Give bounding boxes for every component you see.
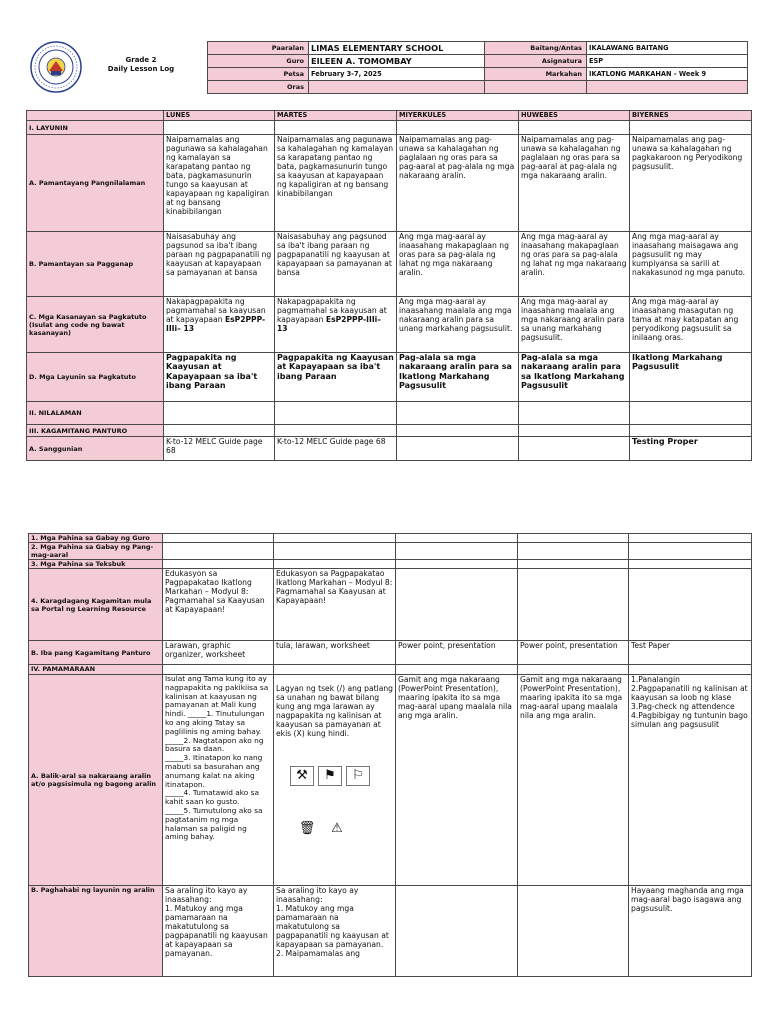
day-header-lunes: LUNES	[164, 111, 275, 121]
cell-balik-aral-miyerkules: Gamit ang mga nakaraang (PowerPoint Presentation), maaring ipakita ito sa mga mag-aaral upang maalala nila ang mga aralin.	[396, 675, 518, 886]
cell-r4-biyernes: Ikatlong Markahang Pagsusulit	[630, 353, 752, 402]
empty-cell	[630, 121, 752, 135]
picture-row-2	[296, 811, 393, 838]
cell-r3-miyerkules: Ang mga mag-aaral ay inaasahang maalala ang mga nakaraang aralin para sa unang markahang pagsusulit.	[397, 297, 519, 353]
empty-cell	[163, 534, 274, 543]
cell-balik-aral-huwebes: Gamit ang mga nakaraang (PowerPoint Presentation), maaring ipakita ito sa mga mag-aaral upang maalala nila ang mga aralin.	[518, 675, 629, 886]
day-header-huwebes: HUWEBES	[519, 111, 630, 121]
sweeping-picture-icon: ⚑	[318, 766, 342, 786]
empty-cell	[275, 425, 397, 437]
grade-title	[96, 56, 186, 74]
r3-lunes-code: EsP2PPP-IIIi– 13	[166, 315, 266, 333]
cleaning-picture-icon: ⚒	[290, 766, 314, 786]
empty-cell	[518, 534, 629, 543]
empty-cell	[629, 569, 752, 641]
cell-r1-huwebes: Naipamamalas ang pag-unawa sa kahalagahan ng paglalaan ng oras para sa pag-aaral at pag-alala ng mga nakaraang aralin.	[519, 135, 630, 232]
deped-seal-logo	[30, 41, 82, 93]
row-label-teksbuk: 3. Mga Pahina sa Teksbuk	[29, 560, 163, 569]
cell-r4-lunes: Pagpapakita ng Kaayusan at Kapayapaan sa iba't ibang Paraan	[164, 353, 275, 402]
empty-cell	[164, 402, 275, 425]
cell-karagdagan-martes: Edukasyon sa Pagpapakatao Ikatlong Markahan – Modyul 8: Pagmamahal sa Kaayusan at Kapayapaan!	[274, 569, 396, 641]
cell-r1-lunes: Naipamamalas ang pagunawa sa kahalagahan ng kamalayan sa karapatang pantao ng bata, pagkamasunurin tungo sa kaayusan at kapayapaan ng kapaligiran at ng bansang kinabibilangan	[164, 135, 275, 232]
cell-balik-aral-lunes: Isulat ang Tama kung ito ay nagpapakita ng pakikiisa sa kalinisan at kaayusan ng pamayanan at Mali kung hindi. _____1. Tinutulungan ko ang aking Tatay sa paglilinis ng aming bahay. _____2. Nagtatapon ako ng basura sa daan. _____3. Itinatapon ko nang mabuti sa basurahan ang anumang kalat na aking itinatapon. _____4. Tumatawid ako sa kahit saan ko gusto. _____5. Tumutulong ako sa pagtatanim ng mga halaman sa paligid ng aming bahay.	[163, 675, 274, 886]
guro-value: EILEEN A. TOMOMBAY	[309, 55, 485, 68]
empty-cell	[397, 425, 519, 437]
empty-cell	[397, 402, 519, 425]
empty-cell	[630, 402, 752, 425]
cell-r4-martes: Pagpapakita ng Kaayusan at Kapayapaan sa iba't ibang Paraan	[275, 353, 397, 402]
paaralan-value: LIMAS ELEMENTARY SCHOOL	[309, 42, 485, 55]
oras-value	[309, 81, 485, 94]
guro-label: Guro	[208, 55, 309, 68]
row-label-layunin-sa-pagkatuto: D. Mga Layunin sa Pagkatuto	[27, 353, 164, 402]
empty-cell	[163, 543, 274, 560]
empty-cell	[519, 402, 630, 425]
empty-cell	[629, 560, 752, 569]
cell-kagamitan-biyernes: Test Paper	[629, 641, 752, 665]
empty-cell	[587, 81, 748, 94]
empty-cell	[518, 560, 629, 569]
empty-cell	[397, 121, 519, 135]
baitang-value: IKALAWANG BAITANG	[587, 42, 748, 55]
row-label-karagdagang-kagamitan: 4. Karagdagang Kagamitan mula sa Portal ng Learning Resource	[29, 569, 163, 641]
cell-r1-martes: Naipamamalas ang pagunawa sa kahalagahan ng kamalayan sa karapatang pantao ng bata, pagkamasunurin tungo sa kaayusan at kapayapaan ng kapaligiran at ng bansang kinabibilangan	[275, 135, 397, 232]
empty-cell	[396, 569, 518, 641]
row-label-balik-aral: A. Balik-aral sa nakaraang aralin at/o pagsisimula ng bagong aralin	[29, 675, 163, 886]
empty-cell	[396, 543, 518, 560]
r3-martes-code: EsP2PPP-IIIi– 13	[277, 315, 382, 333]
row-label-gabay-mag-aaral: 2. Mga Pahina sa Gabay ng Pang-mag-aaral	[29, 543, 163, 560]
empty-cell	[396, 534, 518, 543]
r3-martes-text: Nakapagpapakita ng pagmamahal sa kaayusan at kapayapaan	[277, 297, 387, 324]
cell-balik-aral-martes	[274, 675, 396, 886]
cell-kagamitan-miyerkules: Power point, presentation	[396, 641, 518, 665]
picture-row-1	[290, 757, 393, 786]
cell-paghahabi-lunes: Sa araling ito kayo ay inaasahang: 1. Matukoy ang mga pamamaraan na makatutulong sa pagpapanatili ng kaayusan at kapayapaan sa pamayanan.	[163, 886, 274, 977]
cell-r1-miyerkules: Naipamamalas ang pag-unawa sa kahalagahan ng paglalaan ng oras para sa pag-aaral at pag-alala ng mga nakaraang aralin.	[397, 135, 519, 232]
empty-cell	[164, 121, 275, 135]
empty-cell	[518, 569, 629, 641]
section-layunin: I. LAYUNIN	[27, 121, 164, 135]
header-info-table	[207, 41, 748, 94]
cell-r4-miyerkules: Pag-alala sa mga nakaraang aralin para sa Ikatlong Markahang Pagsusulit	[397, 353, 519, 402]
empty-cell	[275, 402, 397, 425]
balik-aral-martes-text: Lagyan ng tsek (/) ang patlang sa unahan ng bawat bilang kung ang mga larawan ay nagpapakita ng kalinisan at kaayusan sa pamayanan at ekis (X) kung hindi.	[276, 684, 393, 738]
section-kagamitang-panturo: III. KAGAMITANG PANTURO	[27, 425, 164, 437]
cell-r4-huwebes: Pag-alala sa mga nakaraang aralin para sa Ikatlong Markahang Pagsusulit	[519, 353, 630, 402]
empty-cell	[274, 543, 396, 560]
cell-r2-lunes: Naisasabuhay ang pagsunod sa iba't ibang paraan ng pagpapanatili ng kaayusan at kapayapaan sa pamayanan at bansa	[164, 232, 275, 297]
grade-label: Grade 2	[125, 56, 157, 64]
row-label-iba-pang-kagamitan: B. Iba pang Kagamitang Panturo	[29, 641, 163, 665]
day-header-biyernes: BIYERNES	[630, 111, 752, 121]
empty-cell	[519, 425, 630, 437]
empty-cell	[630, 425, 752, 437]
oras-label: Oras	[208, 81, 309, 94]
cell-r3-martes	[275, 297, 397, 353]
cell-sanggunian-lunes: K-to-12 MELC Guide page 68	[164, 437, 275, 461]
cell-sanggunian-miyerkules	[397, 437, 519, 461]
day-header-martes: MARTES	[275, 111, 397, 121]
day-header-miyerkules: MIYERKULES	[397, 111, 519, 121]
baitang-label: Baitang/Antas	[485, 42, 587, 55]
r3-lunes-text: Nakapagpapakita ng pagmamahal sa kaayusan at kapayapaan	[166, 297, 266, 324]
cell-karagdagan-lunes: Edukasyon sa Pagpapakatao Ikatlong Markahan – Modyul 8: Pagmamahal sa Kaayusan at Kapayapaan!	[163, 569, 274, 641]
empty-cell	[275, 121, 397, 135]
empty-cell	[518, 543, 629, 560]
cell-r3-lunes	[164, 297, 275, 353]
empty-cell	[485, 81, 587, 94]
petsa-value: February 3-7, 2025	[309, 68, 485, 81]
lesson-table-objectives	[26, 110, 752, 461]
cell-sanggunian-biyernes: Testing Proper	[630, 437, 752, 461]
empty-cell	[164, 425, 275, 437]
littering-picture-icon: ⚐	[346, 766, 370, 786]
paaralan-label: Paaralan	[208, 42, 309, 55]
cell-r2-biyernes: Ang mga mag-aaral ay inaasahang maisagawa ang pagsusulit ng may kumpiyansa sa sarili at nakakasunod ng mga panuto.	[630, 232, 752, 297]
empty-cell	[274, 560, 396, 569]
cell-sanggunian-martes: K-to-12 MELC Guide page 68	[275, 437, 397, 461]
row-label-gabay-guro: 1. Mga Pahina sa Gabay ng Guro	[29, 534, 163, 543]
asignatura-value: ESP	[587, 55, 748, 68]
empty-cell	[629, 543, 752, 560]
markahan-label: Markahan	[485, 68, 587, 81]
cell-r3-biyernes: Ang mga mag-aaral ay inaasahang masagutan ng tama at may katapatan ang peryodikong pagsusulit sa inilaang oras.	[630, 297, 752, 353]
empty-cell	[519, 121, 630, 135]
row-label-paghahabi: B. Paghahabi ng layunin ng aralin	[29, 886, 163, 977]
corner-cell	[27, 111, 164, 121]
empty-cell	[629, 665, 752, 675]
cell-kagamitan-lunes: Larawan, graphic organizer, worksheet	[163, 641, 274, 665]
cell-kagamitan-huwebes: Power point, presentation	[518, 641, 629, 665]
cell-sanggunian-huwebes	[519, 437, 630, 461]
crossing-picture-icon: ⚠	[331, 821, 343, 836]
empty-cell	[163, 665, 274, 675]
cell-kagamitan-martes: tula, larawan, worksheet	[274, 641, 396, 665]
trash-bin-picture-icon: 🗑	[298, 821, 316, 836]
row-label-kasanayan: C. Mga Kasanayan sa Pagkatuto (Isulat ang code ng bawat kasanayan)	[27, 297, 164, 353]
log-title: Daily Lesson Log	[107, 65, 175, 73]
cell-paghahabi-martes: Sa araling ito kayo ay inaasahang: 1. Matukoy ang mga pamamaraan na makatutulong sa pagpapanatili ng kaayusan at kapayapaan sa pamayanan. 2. Maipamamalas ang	[274, 886, 396, 977]
empty-cell	[274, 534, 396, 543]
row-label-sanggunian: A. Sanggunian	[27, 437, 164, 461]
empty-cell	[396, 665, 518, 675]
empty-cell	[396, 886, 518, 977]
cell-r3-huwebes: Ang mga mag-aaral ay inaasahang maalala ang mga nakaraang aralin para sa unang markahang pagsusulit.	[519, 297, 630, 353]
cell-r2-miyerkules: Ang mga mag-aaral ay inaasahang makapaglaan ng oras para sa pag-alala ng lahat ng mga nakaraang aralin.	[397, 232, 519, 297]
cell-r2-huwebes: Ang mga mag-aaral ay inaasahang makapaglaan ng oras para sa pag-alala ng lahat ng mga nakaraang aralin.	[519, 232, 630, 297]
empty-cell	[518, 886, 629, 977]
empty-cell	[396, 560, 518, 569]
cell-r2-martes: Naisasabuhay ang pagsunod sa iba't ibang paraan ng pagpapanatili ng kaayusan at kapayapaan sa pamayanan at bansa	[275, 232, 397, 297]
petsa-label: Petsa	[208, 68, 309, 81]
section-pamamaraan: IV. PAMAMARAAN	[29, 665, 163, 675]
empty-cell	[629, 534, 752, 543]
row-label-pamantayang-pangnilalaman: A. Pamantayang Pangnilalaman	[27, 135, 164, 232]
cell-r1-biyernes: Naipamamalas ang pag-unawa sa kahalagahan ng pagkakaroon ng Peryodikong pagsusulit.	[630, 135, 752, 232]
empty-cell	[518, 665, 629, 675]
row-label-pamantayan-sa-pagganap: B. Pamantayan sa Pagganap	[27, 232, 164, 297]
markahan-value: IKATLONG MARKAHAN - Week 9	[587, 68, 748, 81]
empty-cell	[274, 665, 396, 675]
asignatura-label: Asignatura	[485, 55, 587, 68]
cell-paghahabi-biyernes: Hayaang maghanda ang mga mag-aaral bago isagawa ang pagsusulit.	[629, 886, 752, 977]
cell-balik-aral-biyernes: 1.Panalangin 2.Pagpapanatili ng kalinisan at kaayusan sa loob ng klase 3.Pag-check ng attendence 4.Pagbibigay ng tuntunin bago simulan ang pagsusulit	[629, 675, 752, 886]
empty-cell	[163, 560, 274, 569]
lesson-table-procedure	[28, 533, 752, 977]
section-nilalaman: II. NILALAMAN	[27, 402, 164, 425]
